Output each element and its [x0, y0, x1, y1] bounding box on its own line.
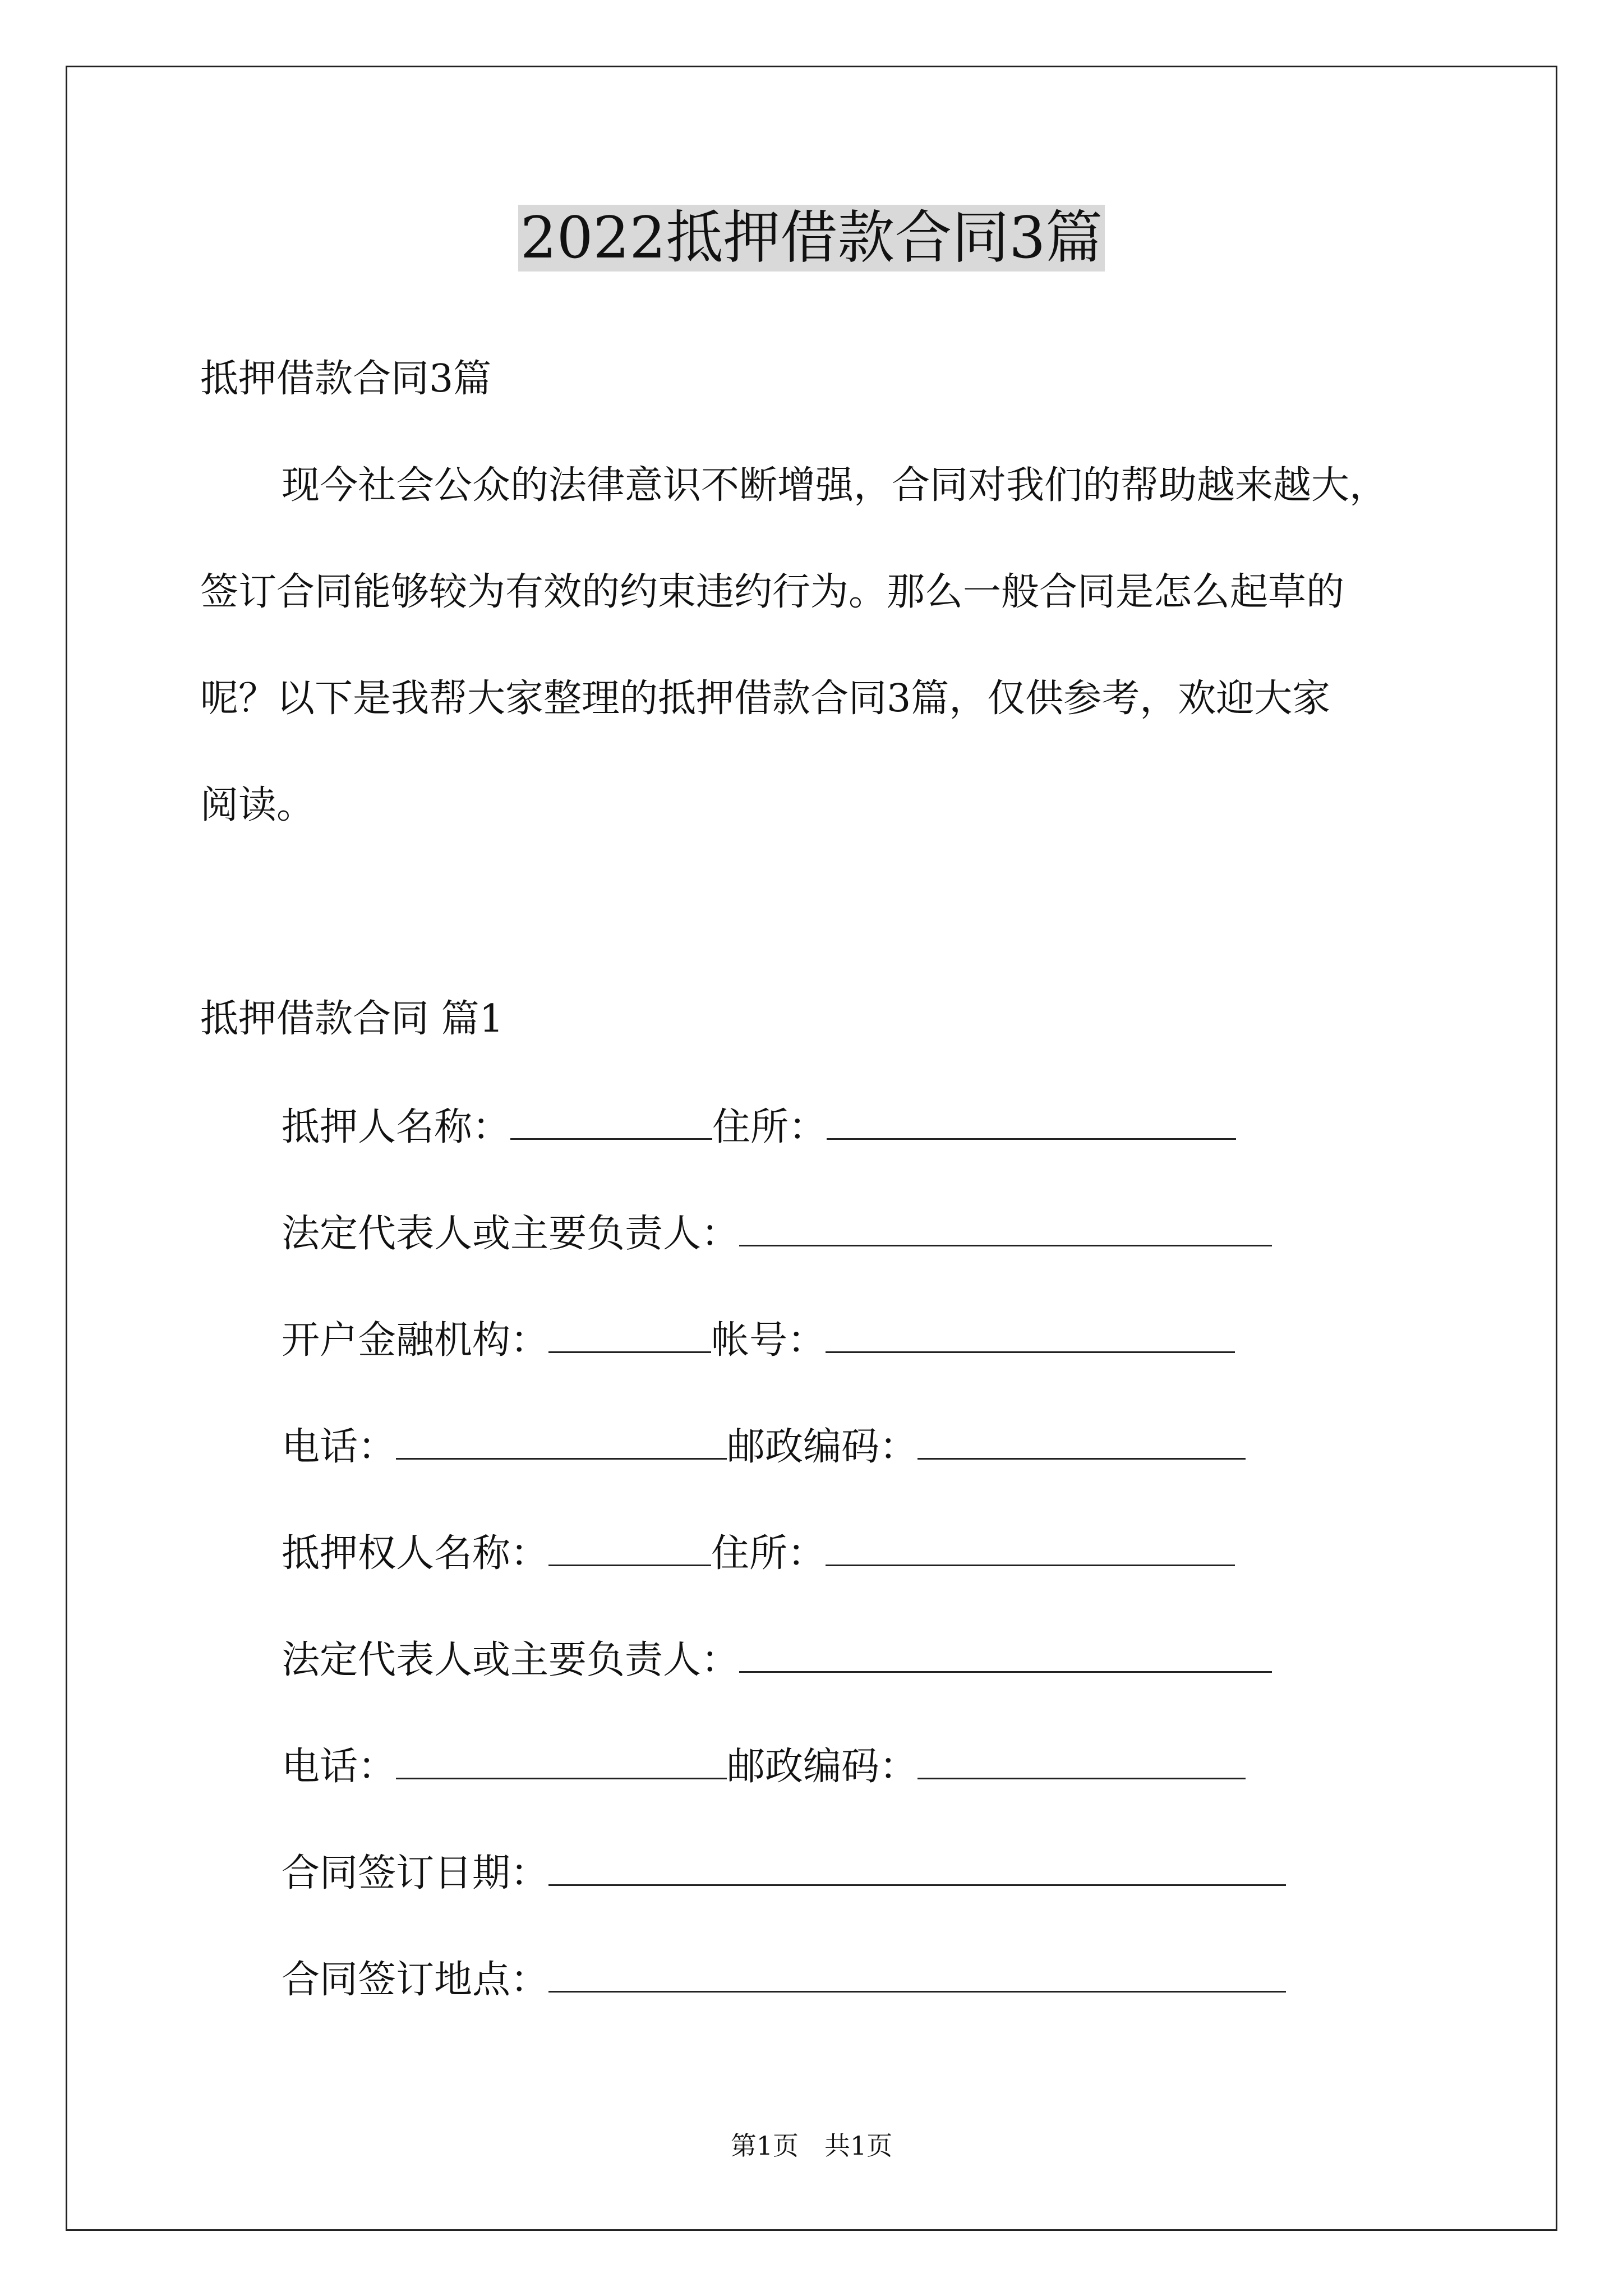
field-row-mortgagor-legal-rep	[282, 1210, 1272, 1257]
field-row-phone-1	[282, 1423, 1246, 1470]
blank-mortgagee-name[interactable]	[548, 1530, 711, 1566]
field-row-sign-date	[282, 1849, 1286, 1896]
field-label-mortgagor-name: 抵押人名称：	[282, 1105, 511, 1149]
intro-line: 阅读。	[200, 783, 315, 827]
blank-mortgagee-address[interactable]	[826, 1530, 1235, 1566]
field-label-sign-place: 合同签订地点：	[282, 1958, 549, 2002]
field-label-postcode-1: 邮政编码：	[727, 1425, 918, 1469]
field-label-phone-2: 电话：	[282, 1745, 396, 1789]
page-footer: 第1页 共1页	[730, 2131, 893, 2161]
field-label-mortgagee-legal-rep: 法定代表人或主要负责人：	[282, 1638, 740, 1682]
field-row-sign-place	[282, 1956, 1286, 2003]
blank-mortgagor-name[interactable]	[510, 1103, 712, 1140]
field-label-postcode-2: 邮政编码：	[727, 1745, 918, 1789]
field-label-bank: 开户金融机构：	[282, 1318, 549, 1363]
section-heading: 抵押借款合同 篇1	[200, 997, 504, 1041]
intro-line: 现今社会公众的法律意识不断增强，合同对我们的帮助越来越大，	[282, 463, 1388, 508]
blank-mortgagor-address[interactable]	[827, 1103, 1236, 1140]
document-title-text: 2022抵押借款合同3篇	[518, 205, 1105, 272]
blank-postcode-2[interactable]	[917, 1743, 1246, 1779]
field-label-sign-date: 合同签订日期：	[282, 1851, 549, 1895]
field-label-mortgagor-legal-rep: 法定代表人或主要负责人：	[282, 1212, 740, 1256]
field-row-mortgagee-legal-rep	[282, 1636, 1272, 1683]
field-label-mortgagee-name: 抵押权人名称：	[282, 1531, 549, 1576]
blank-account[interactable]	[826, 1317, 1235, 1353]
field-row-phone-2	[282, 1743, 1246, 1789]
field-label-mortgagor-address: 住所：	[712, 1105, 827, 1149]
intro-line: 呢？以下是我帮大家整理的抵押借款合同3篇，仅供参考，欢迎大家	[200, 677, 1331, 721]
blank-phone-1[interactable]	[396, 1423, 727, 1460]
blank-phone-2[interactable]	[396, 1743, 727, 1779]
blank-mortgagor-legal-rep[interactable]	[739, 1210, 1272, 1246]
field-row-bank	[282, 1317, 1235, 1363]
blank-postcode-1[interactable]	[917, 1423, 1246, 1460]
field-label-phone-1: 电话：	[282, 1425, 396, 1469]
blank-sign-place[interactable]	[548, 1956, 1286, 1993]
blank-sign-date[interactable]	[548, 1849, 1286, 1886]
blank-bank[interactable]	[548, 1317, 711, 1353]
field-label-account: 帐号：	[711, 1318, 826, 1363]
blank-mortgagee-legal-rep[interactable]	[739, 1636, 1272, 1673]
field-row-mortgagor	[282, 1103, 1236, 1150]
field-row-mortgagee	[282, 1530, 1235, 1576]
field-label-mortgagee-address: 住所：	[711, 1531, 826, 1576]
document-title	[0, 199, 1623, 278]
document-subtitle: 抵押借款合同3篇	[200, 357, 492, 401]
intro-line: 签订合同能够较为有效的约束违约行为。那么一般合同是怎么起草的	[200, 570, 1345, 614]
